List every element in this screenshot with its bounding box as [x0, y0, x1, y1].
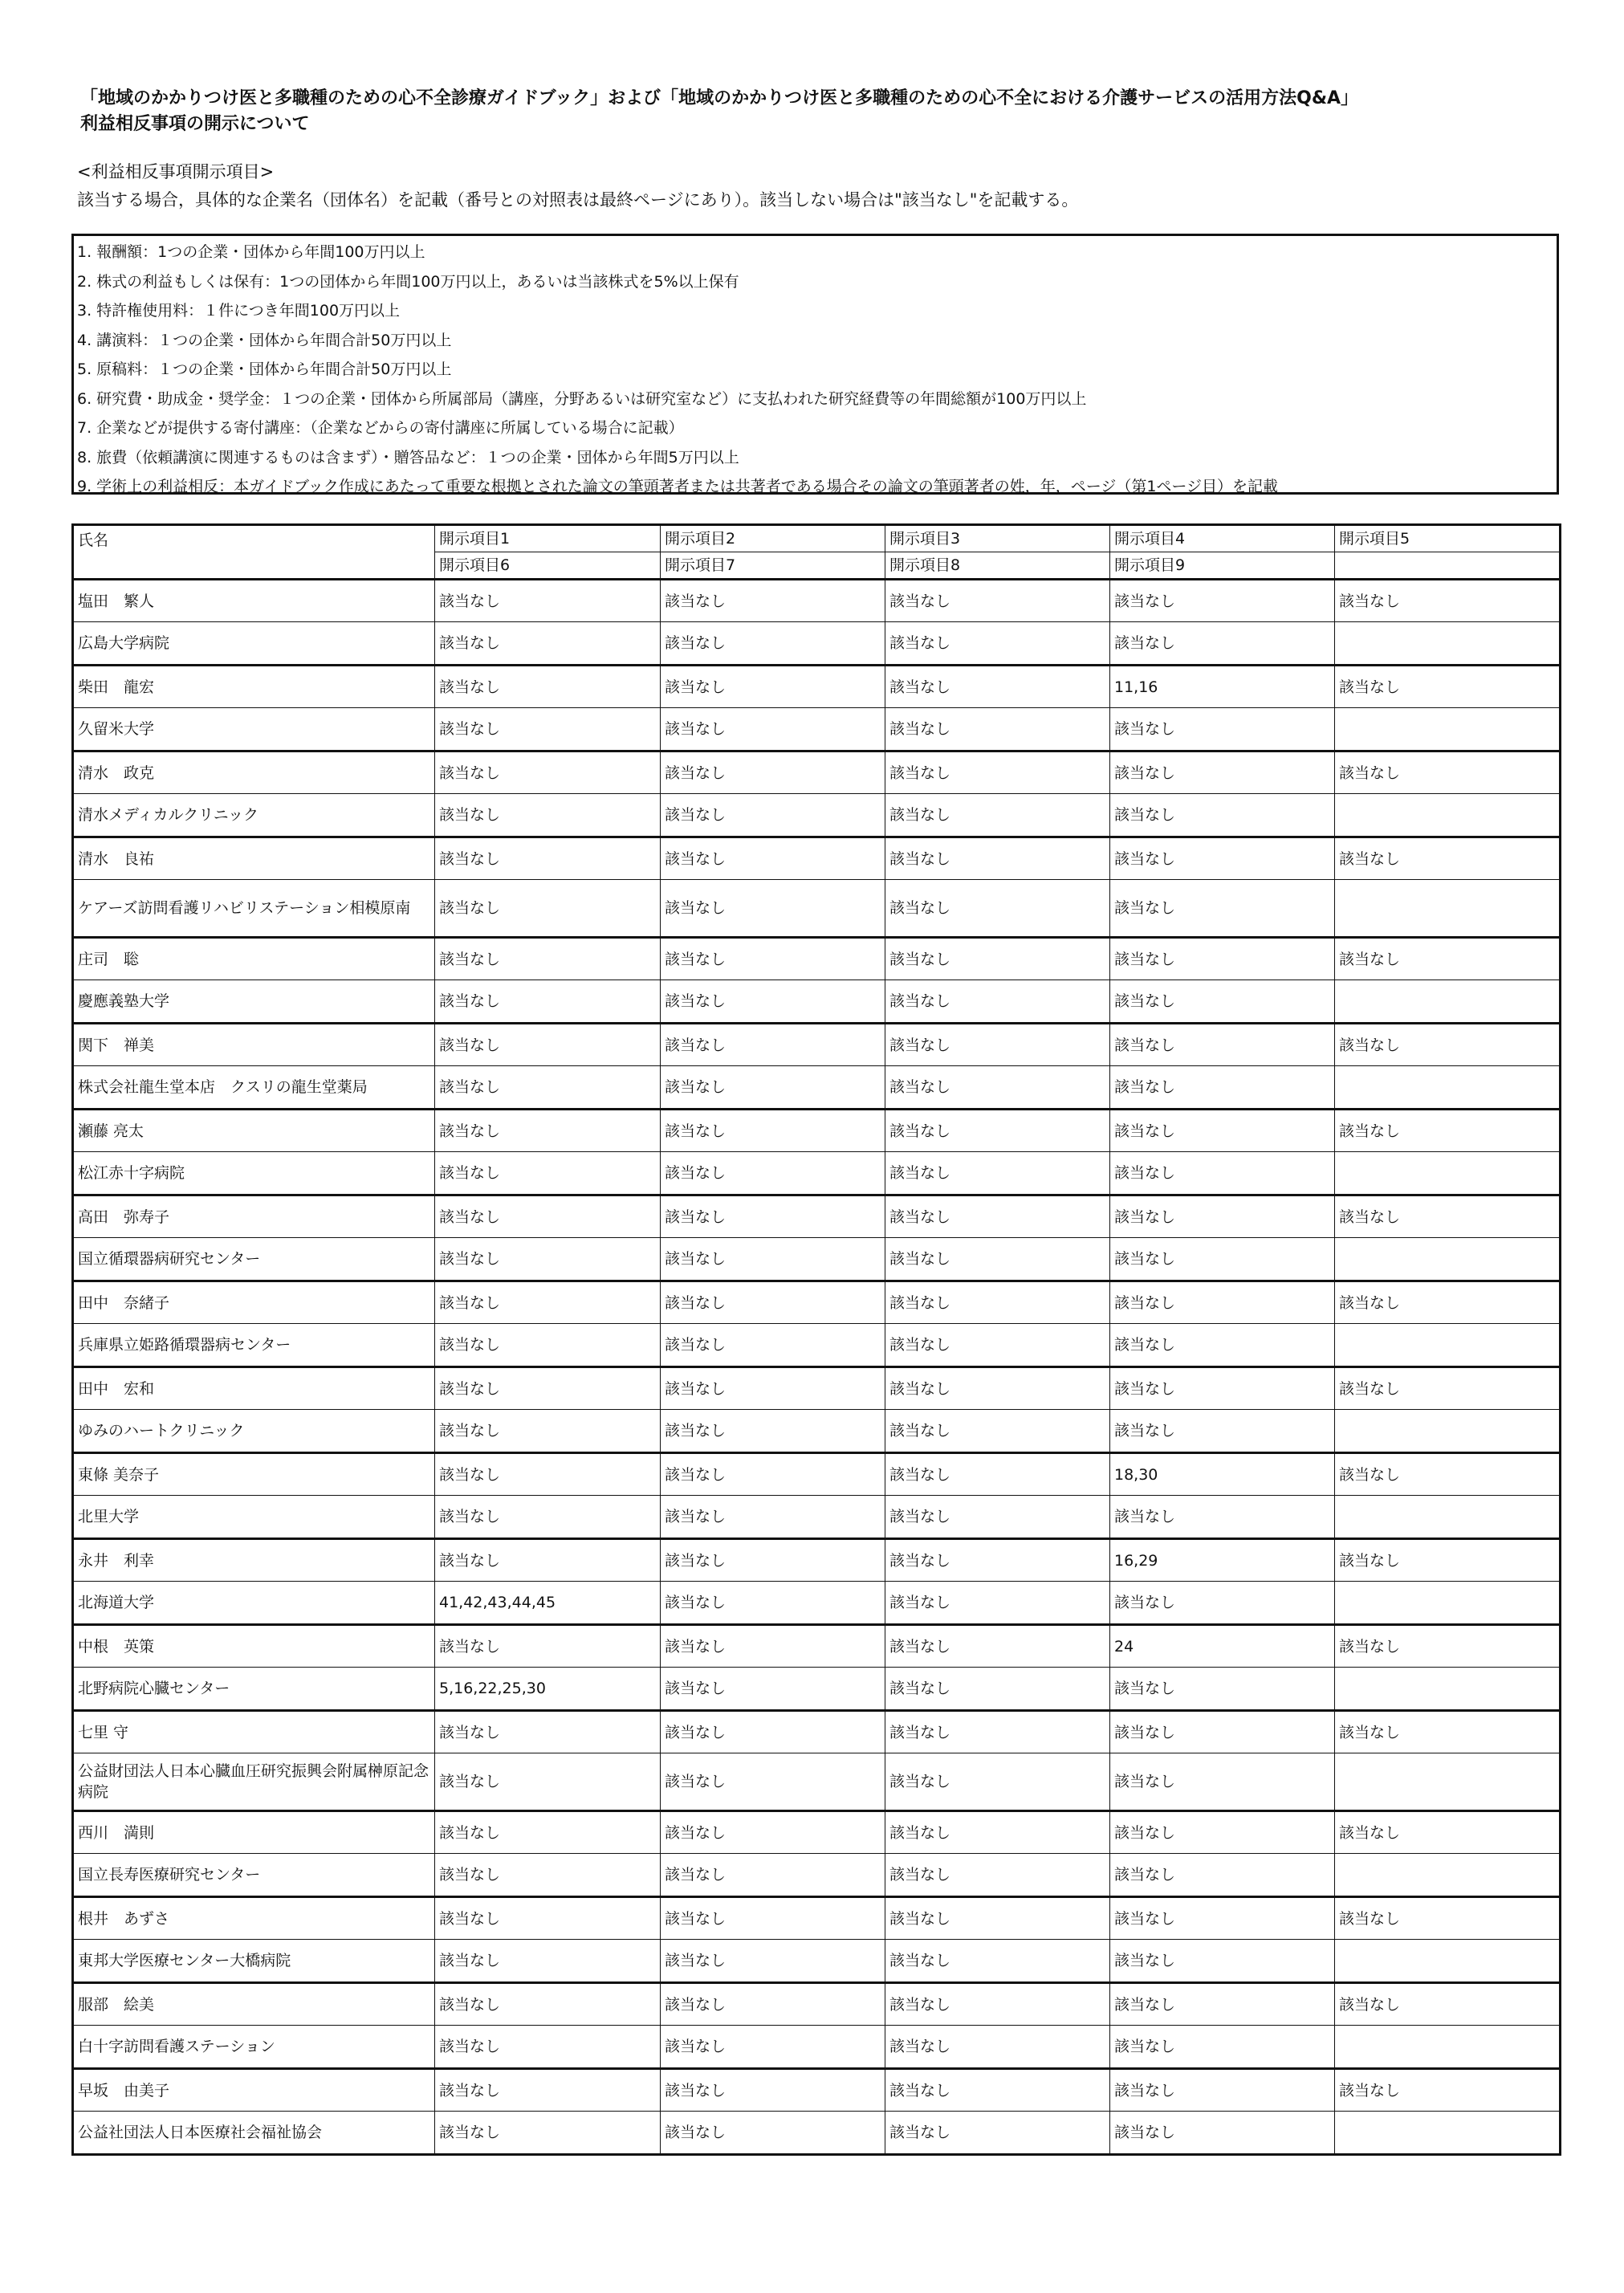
table-row	[73, 2026, 1561, 2069]
member-name: 田中 奈緒子	[73, 1281, 435, 1324]
empty-cell	[1335, 1668, 1561, 1711]
table-row	[73, 2112, 1561, 2155]
table-row	[73, 837, 1561, 880]
disclosure-value: 該当なし	[1110, 1238, 1335, 1281]
member-name: 柴田 龍宏	[73, 666, 435, 708]
disclosure-value: 該当なし	[435, 1110, 661, 1152]
disclosure-value: 該当なし	[435, 622, 661, 666]
disclosure-value: 該当なし	[1110, 1983, 1335, 2026]
disclosure-value: 該当なし	[1335, 938, 1561, 980]
disclosure-value: 該当なし	[661, 708, 885, 751]
disclosure-value: 該当なし	[435, 1983, 661, 2026]
empty-cell	[1335, 708, 1561, 751]
disclosure-value: 該当なし	[435, 1024, 661, 1066]
disclosure-value: 該当なし	[885, 1753, 1110, 1811]
member-affiliation: 北海道大学	[73, 1582, 435, 1625]
disclosure-value: 該当なし	[1110, 1281, 1335, 1324]
member-name: 清水 政克	[73, 751, 435, 794]
disclosure-value: 該当なし	[1335, 1110, 1561, 1152]
table-row	[73, 1753, 1561, 1811]
disclosure-value: 該当なし	[885, 1281, 1110, 1324]
disclosure-value: 該当なし	[885, 1453, 1110, 1496]
disclosure-value: 該当なし	[435, 980, 661, 1024]
disclosure-value: 該当なし	[885, 1539, 1110, 1582]
disclosure-value: 該当なし	[1110, 751, 1335, 794]
member-name: 永井 利幸	[73, 1539, 435, 1582]
disclosure-value: 該当なし	[885, 1324, 1110, 1367]
disclosure-value: 該当なし	[1110, 1668, 1335, 1711]
table-row	[73, 666, 1561, 708]
disclosure-value: 該当なし	[1335, 837, 1561, 880]
disclosure-value: 該当なし	[661, 1281, 885, 1324]
disclosure-value: 該当なし	[1335, 1983, 1561, 2026]
disclosure-value: 該当なし	[885, 1983, 1110, 2026]
disclosure-value: 該当なし	[435, 580, 661, 622]
disclosure-value: 該当なし	[885, 1625, 1110, 1668]
disclosure-value: 該当なし	[435, 1281, 661, 1324]
member-affiliation: 国立循環器病研究センター	[73, 1238, 435, 1281]
header-cell: 開示項目7	[661, 552, 885, 580]
table-row	[73, 1238, 1561, 1281]
disclosure-instructions: 該当する場合，具体的な企業名（団体名）を記載（番号との対照表は最終ページにあり）。該当しない場合は"該当なし"を記載する。	[77, 190, 1079, 210]
table-row	[73, 1453, 1561, 1496]
disclosure-value: 該当なし	[1335, 1281, 1561, 1324]
disclosure-value: 該当なし	[1110, 980, 1335, 1024]
header-cell: 開示項目5	[1335, 525, 1561, 552]
disclosure-value: 該当なし	[661, 1152, 885, 1195]
disclosure-value: 該当なし	[885, 1496, 1110, 1539]
disclosure-value: 該当なし	[885, 1811, 1110, 1854]
disclosure-value: 該当なし	[661, 1410, 885, 1453]
table-row	[73, 1625, 1561, 1668]
disclosure-value: 18,30	[1110, 1453, 1335, 1496]
disclosure-value: 該当なし	[661, 794, 885, 837]
member-name: 塩田 繁人	[73, 580, 435, 622]
disclosure-value: 該当なし	[885, 1367, 1110, 1410]
header-name: 氏名	[73, 525, 435, 580]
table-row	[73, 1066, 1561, 1110]
disclosure-value: 該当なし	[435, 1625, 661, 1668]
table-row	[73, 1367, 1561, 1410]
disclosure-value: 該当なし	[885, 980, 1110, 1024]
disclosure-value: 該当なし	[661, 1496, 885, 1539]
table-row	[73, 1711, 1561, 1753]
header-cell: 開示項目2	[661, 525, 885, 552]
disclosure-value: 該当なし	[435, 1324, 661, 1367]
disclosure-value: 該当なし	[885, 2069, 1110, 2112]
empty-cell	[1335, 1496, 1561, 1539]
disclosure-item: 2. 株式の利益もしくは保有：1つの団体から年間100万円以上，あるいは当該株式を5%以上保有	[77, 272, 739, 291]
document-subtitle: 利益相反事項の開示について	[80, 114, 310, 134]
member-name: 根井 あずさ	[73, 1897, 435, 1940]
disclosure-value: 該当なし	[1110, 1066, 1335, 1110]
header-cell: 開示項目8	[885, 552, 1110, 580]
disclosure-value: 該当なし	[1110, 2069, 1335, 2112]
empty-cell	[1335, 2026, 1561, 2069]
disclosure-value: 該当なし	[1335, 580, 1561, 622]
disclosure-value: 該当なし	[1110, 1410, 1335, 1453]
disclosure-value: 該当なし	[1110, 2112, 1335, 2155]
member-name: 中根 英策	[73, 1625, 435, 1668]
disclosure-value: 該当なし	[885, 1940, 1110, 1983]
disclosure-value: 該当なし	[885, 1711, 1110, 1753]
empty-cell	[1335, 1324, 1561, 1367]
disclosure-value: 該当なし	[661, 1324, 885, 1367]
disclosure-value: 該当なし	[435, 2069, 661, 2112]
member-name: 西川 満則	[73, 1811, 435, 1854]
table-row	[73, 1195, 1561, 1238]
disclosure-value: 該当なし	[1335, 1897, 1561, 1940]
disclosure-value: 該当なし	[661, 1582, 885, 1625]
table-row	[73, 1582, 1561, 1625]
empty-cell	[1335, 1238, 1561, 1281]
disclosure-value: 該当なし	[435, 1367, 661, 1410]
disclosure-value: 該当なし	[435, 1453, 661, 1496]
disclosure-value: 該当なし	[1335, 1024, 1561, 1066]
disclosure-value: 該当なし	[1110, 880, 1335, 938]
member-name: 瀬藤 亮太	[73, 1110, 435, 1152]
disclosure-value: 該当なし	[885, 708, 1110, 751]
disclosure-value: 該当なし	[1110, 1811, 1335, 1854]
disclosure-item: 6. 研究費・助成金・奨学金：１つの企業・団体から所属部局（講座，分野あるいは研究室など）に支払われた研究経費等の年間総額が100万円以上	[77, 389, 1087, 408]
disclosure-value: 該当なし	[661, 1238, 885, 1281]
table-row	[73, 1410, 1561, 1453]
header-cell: 開示項目3	[885, 525, 1110, 552]
document-title: 「地域のかかりつけ医と多職種のための心不全診療ガイドブック」および「地域のかかりつけ医と多職種のための心不全における介護サービスの活用方法Q&A」	[80, 88, 1359, 108]
member-affiliation: 清水メディカルクリニック	[73, 794, 435, 837]
disclosure-value: 該当なし	[885, 938, 1110, 980]
disclosure-value: 該当なし	[661, 1539, 885, 1582]
disclosure-value: 該当なし	[885, 666, 1110, 708]
disclosure-value: 該当なし	[1110, 1897, 1335, 1940]
header-cell: 開示項目9	[1110, 552, 1335, 580]
member-affiliation: 公益財団法人日本心臓血圧研究振興会附属榊原記念病院	[73, 1753, 435, 1811]
disclosure-value: 該当なし	[1110, 1367, 1335, 1410]
disclosure-value: 該当なし	[661, 1983, 885, 2026]
disclosure-value: 16,29	[1110, 1539, 1335, 1582]
disclosure-value: 該当なし	[885, 2026, 1110, 2069]
disclosure-value: 該当なし	[1335, 1811, 1561, 1854]
disclosure-item: 3. 特許権使用料：１件につき年間100万円以上	[77, 302, 401, 320]
table-row	[73, 708, 1561, 751]
empty-cell	[1335, 1152, 1561, 1195]
disclosure-value: 該当なし	[1335, 1367, 1561, 1410]
empty-cell	[1335, 1753, 1561, 1811]
disclosure-value: 該当なし	[1110, 1496, 1335, 1539]
disclosure-value: 該当なし	[1110, 1195, 1335, 1238]
disclosure-value: 該当なし	[1110, 1940, 1335, 1983]
disclosure-value: 該当なし	[1110, 1582, 1335, 1625]
disclosure-value: 該当なし	[435, 837, 661, 880]
disclosure-value: 該当なし	[885, 880, 1110, 938]
disclosure-value: 該当なし	[435, 1940, 661, 1983]
disclosure-value: 該当なし	[885, 622, 1110, 666]
table-row	[73, 1668, 1561, 1711]
disclosure-value: 該当なし	[1110, 1110, 1335, 1152]
member-affiliation: 広島大学病院	[73, 622, 435, 666]
disclosure-value: 41,42,43,44,45	[435, 1582, 661, 1625]
table-row	[73, 751, 1561, 794]
empty-cell	[1335, 2112, 1561, 2155]
disclosure-item: 9. 学術上の利益相反：本ガイドブック作成にあたって重要な根拠とされた論文の筆頭著者または共著者である場合その論文の筆頭著者の姓，年，ページ（第1ページ目）を記載	[77, 478, 1279, 495]
disclosure-value: 該当なし	[435, 1152, 661, 1195]
empty-cell	[1335, 794, 1561, 837]
disclosure-value: 該当なし	[885, 1152, 1110, 1195]
disclosure-value: 該当なし	[1110, 622, 1335, 666]
disclosure-value: 該当なし	[1110, 1711, 1335, 1753]
disclosure-value: 該当なし	[885, 1582, 1110, 1625]
disclosure-value: 該当なし	[435, 666, 661, 708]
disclosure-value: 該当なし	[661, 1367, 885, 1410]
disclosure-value: 該当なし	[1110, 708, 1335, 751]
member-affiliation: ケアーズ訪問看護リハビリステーション相模原南	[73, 880, 435, 938]
member-name: 服部 絵美	[73, 1983, 435, 2026]
member-affiliation: ゆみのハートクリニック	[73, 1410, 435, 1453]
disclosure-value: 該当なし	[885, 837, 1110, 880]
disclosure-items-heading: <利益相反事項開示項目>	[77, 162, 275, 181]
disclosure-value: 該当なし	[661, 1940, 885, 1983]
disclosure-value: 該当なし	[661, 2069, 885, 2112]
disclosure-value: 該当なし	[435, 1195, 661, 1238]
disclosure-value: 該当なし	[1110, 1324, 1335, 1367]
disclosure-items-list	[71, 234, 1559, 495]
table-row	[73, 1152, 1561, 1195]
disclosure-value: 該当なし	[1335, 1195, 1561, 1238]
member-name: 早坂 由美子	[73, 2069, 435, 2112]
disclosure-value: 該当なし	[435, 1496, 661, 1539]
disclosure-value: 該当なし	[661, 1024, 885, 1066]
table-row	[73, 880, 1561, 938]
member-affiliation: 公益社団法人日本医療社会福祉協会	[73, 2112, 435, 2155]
disclosure-value: 該当なし	[435, 880, 661, 938]
disclosure-value: 該当なし	[661, 938, 885, 980]
table-header-row	[73, 525, 1561, 552]
disclosure-value: 該当なし	[661, 1711, 885, 1753]
disclosure-value: 該当なし	[435, 2026, 661, 2069]
member-name: 東條 美奈子	[73, 1453, 435, 1496]
disclosure-value: 該当なし	[435, 1753, 661, 1811]
header-cell	[1335, 552, 1561, 580]
member-affiliation: 久留米大学	[73, 708, 435, 751]
empty-cell	[1335, 980, 1561, 1024]
disclosure-value: 該当なし	[661, 580, 885, 622]
disclosure-value: 該当なし	[1110, 938, 1335, 980]
disclosure-value: 該当なし	[1335, 1453, 1561, 1496]
disclosure-value: 該当なし	[435, 708, 661, 751]
disclosure-value: 該当なし	[1110, 837, 1335, 880]
disclosure-value: 該当なし	[885, 1668, 1110, 1711]
disclosure-value: 11,16	[1110, 666, 1335, 708]
disclosure-value: 該当なし	[1110, 580, 1335, 622]
table-row	[73, 580, 1561, 622]
member-affiliation: 白十字訪問看護ステーション	[73, 2026, 435, 2069]
table-row	[73, 794, 1561, 837]
disclosure-value: 該当なし	[435, 2112, 661, 2155]
disclosure-value: 該当なし	[885, 1066, 1110, 1110]
disclosure-value: 該当なし	[661, 837, 885, 880]
member-name: 関下 禅美	[73, 1024, 435, 1066]
disclosure-value: 該当なし	[435, 1238, 661, 1281]
disclosure-value: 該当なし	[435, 1410, 661, 1453]
disclosure-value: 該当なし	[1110, 2026, 1335, 2069]
empty-cell	[1335, 880, 1561, 938]
disclosure-value: 該当なし	[435, 1897, 661, 1940]
disclosure-value: 該当なし	[661, 1897, 885, 1940]
table-row	[73, 1324, 1561, 1367]
member-affiliation: 慶應義塾大学	[73, 980, 435, 1024]
table-row	[73, 2069, 1561, 2112]
disclosure-value: 該当なし	[1335, 1625, 1561, 1668]
header-cell: 開示項目1	[435, 525, 661, 552]
disclosure-value: 該当なし	[661, 1625, 885, 1668]
disclosure-value: 該当なし	[661, 1753, 885, 1811]
disclosure-value: 該当なし	[661, 1811, 885, 1854]
member-name: 七里 守	[73, 1711, 435, 1753]
disclosure-value: 該当なし	[435, 794, 661, 837]
empty-cell	[1335, 1066, 1561, 1110]
table-row	[73, 1940, 1561, 1983]
disclosure-value: 該当なし	[885, 1024, 1110, 1066]
table-row	[73, 1496, 1561, 1539]
disclosure-item: 4. 講演料：１つの企業・団体から年間合計50万円以上	[77, 331, 452, 349]
disclosure-value: 該当なし	[885, 1410, 1110, 1453]
member-name: 庄司 聡	[73, 938, 435, 980]
disclosure-value: 該当なし	[435, 1854, 661, 1897]
member-affiliation: 兵庫県立姫路循環器病センター	[73, 1324, 435, 1367]
disclosure-value: 5,16,22,25,30	[435, 1668, 661, 1711]
member-name: 田中 宏和	[73, 1367, 435, 1410]
disclosure-value: 該当なし	[885, 1110, 1110, 1152]
member-name: 清水 良祐	[73, 837, 435, 880]
disclosure-value: 該当なし	[661, 1854, 885, 1897]
empty-cell	[1335, 1410, 1561, 1453]
disclosure-value: 該当なし	[661, 980, 885, 1024]
disclosure-value: 該当なし	[435, 1066, 661, 1110]
disclosure-value: 該当なし	[661, 1066, 885, 1110]
disclosure-value: 該当なし	[1110, 1753, 1335, 1811]
table-row	[73, 1897, 1561, 1940]
disclosure-value: 該当なし	[1335, 1711, 1561, 1753]
disclosure-value: 該当なし	[885, 580, 1110, 622]
table-row	[73, 1854, 1561, 1897]
disclosure-value: 該当なし	[661, 1453, 885, 1496]
empty-cell	[1335, 1940, 1561, 1983]
disclosure-value: 該当なし	[435, 751, 661, 794]
disclosure-value: 該当なし	[885, 1195, 1110, 1238]
disclosure-value: 該当なし	[661, 751, 885, 794]
member-affiliation: 松江赤十字病院	[73, 1152, 435, 1195]
disclosure-value: 24	[1110, 1625, 1335, 1668]
table-row	[73, 980, 1561, 1024]
disclosure-value: 該当なし	[661, 2026, 885, 2069]
disclosure-value: 該当なし	[661, 1668, 885, 1711]
disclosure-value: 該当なし	[435, 1711, 661, 1753]
member-affiliation: 株式会社龍生堂本店 クスリの龍生堂薬局	[73, 1066, 435, 1110]
disclosure-value: 該当なし	[661, 1110, 885, 1152]
disclosure-value: 該当なし	[885, 1897, 1110, 1940]
member-name: 高田 弥寿子	[73, 1195, 435, 1238]
table-row	[73, 1110, 1561, 1152]
disclosure-value: 該当なし	[661, 880, 885, 938]
disclosure-item: 7. 企業などが提供する寄付講座：（企業などからの寄付講座に所属している場合に記載）	[77, 419, 684, 437]
disclosure-value: 該当なし	[435, 1811, 661, 1854]
table-row	[73, 622, 1561, 666]
disclosure-value: 該当なし	[885, 1238, 1110, 1281]
header-cell: 開示項目6	[435, 552, 661, 580]
disclosure-value: 該当なし	[1335, 1539, 1561, 1582]
coi-disclosure-table	[71, 523, 1561, 2156]
disclosure-item: 1. 報酬額：1つの企業・団体から年間100万円以上	[77, 243, 425, 261]
disclosure-value: 該当なし	[661, 1195, 885, 1238]
disclosure-item: 5. 原稿料：１つの企業・団体から年間合計50万円以上	[77, 360, 452, 378]
disclosure-value: 該当なし	[885, 794, 1110, 837]
table-row	[73, 1024, 1561, 1066]
disclosure-value: 該当なし	[1110, 1024, 1335, 1066]
empty-cell	[1335, 1854, 1561, 1897]
member-affiliation: 北里大学	[73, 1496, 435, 1539]
member-affiliation: 北野病院心臓センター	[73, 1668, 435, 1711]
table-row	[73, 1983, 1561, 2026]
table-row	[73, 1539, 1561, 1582]
table-row	[73, 938, 1561, 980]
disclosure-value: 該当なし	[1335, 2069, 1561, 2112]
table-row	[73, 1281, 1561, 1324]
disclosure-item: 8. 旅費（依頼講演に関連するものは含まず）・贈答品など：１つの企業・団体から年間5万円以上	[77, 448, 739, 466]
disclosure-value: 該当なし	[1110, 794, 1335, 837]
empty-cell	[1335, 622, 1561, 666]
disclosure-value: 該当なし	[661, 622, 885, 666]
disclosure-value: 該当なし	[1110, 1854, 1335, 1897]
disclosure-value: 該当なし	[1335, 666, 1561, 708]
disclosure-value: 該当なし	[435, 1539, 661, 1582]
disclosure-value: 該当なし	[435, 938, 661, 980]
member-affiliation: 国立長寿医療研究センター	[73, 1854, 435, 1897]
disclosure-value: 該当なし	[885, 2112, 1110, 2155]
table-row	[73, 1811, 1561, 1854]
disclosure-value: 該当なし	[885, 1854, 1110, 1897]
disclosure-value: 該当なし	[661, 666, 885, 708]
member-affiliation: 東邦大学医療センター大橋病院	[73, 1940, 435, 1983]
disclosure-value: 該当なし	[885, 751, 1110, 794]
disclosure-value: 該当なし	[1335, 751, 1561, 794]
header-cell: 開示項目4	[1110, 525, 1335, 552]
disclosure-value: 該当なし	[661, 2112, 885, 2155]
empty-cell	[1335, 1582, 1561, 1625]
disclosure-value: 該当なし	[1110, 1152, 1335, 1195]
